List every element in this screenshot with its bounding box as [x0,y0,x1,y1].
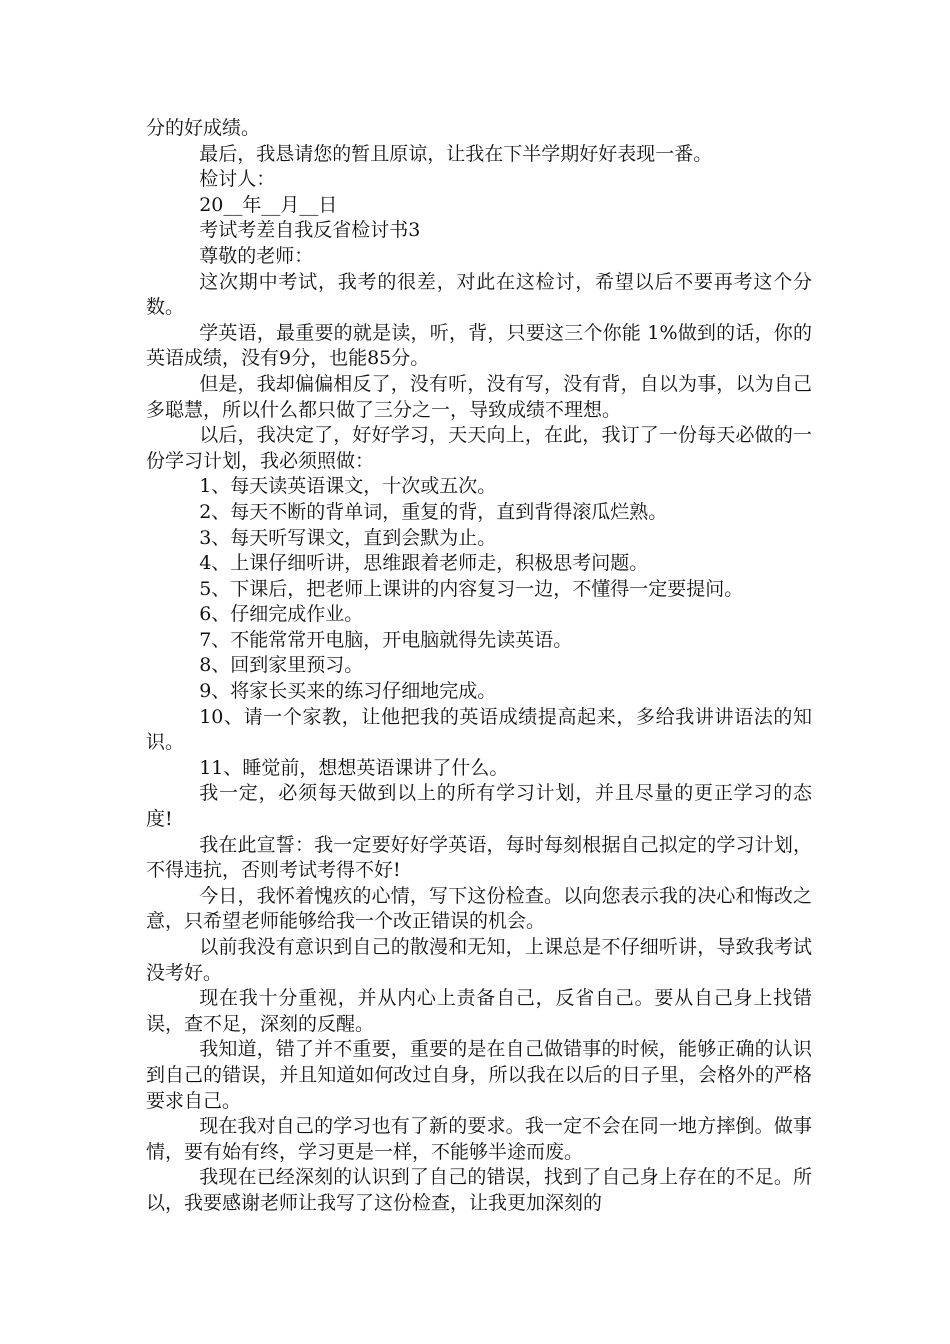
paragraph: 最后，我恳请您的暂且原谅，让我在下半学期好好表现一番。 [199,142,713,165]
paragraph: 以前我没有意识到自己的散漫和无知，上课总是不仔细听讲，导致我考试没考好。 [146,936,812,984]
list-item: 10、请一个家教，让他把我的英语成绩提高起来，多给我讲讲语法的知识。 [146,705,812,754]
list-item: 6、仔细完成作业。 [199,603,364,626]
list-item: 8、回到家里预习。 [199,654,364,677]
list-item: 9、将家长买来的练习仔细地完成。 [199,680,497,703]
paragraph: 这次期中考试，我考的很差，对此在这检讨，希望以后不要再考这个分数。 [146,270,812,319]
salutation: 尊敬的老师： [199,244,314,267]
paragraph: 分的好成绩。 [146,117,261,139]
list-item: 4、上课仔细听讲，思维跟着老师走，积极思考问题。 [199,552,649,575]
paragraph: 我知道，错了并不重要，重要的是在自己做错事的时候，能够正确的认识到自己的错误，并且知道如何改过自身，所以我在以后的日子里，会格外的严格要求自己。 [146,1038,812,1112]
paragraph: 但是，我却偏偏相反了，没有听，没有写，没有背，自以为事，以为自己多聪慧，所以什么都只做了三分之一，导致成绩不理想。 [146,372,812,421]
paragraph: 我在此宣誓：我一定要好好学英语，每时每刻根据自己拟定的学习计划，不得违抗，否则考试考得不好! [146,833,812,882]
list-item: 3、每天听写课文，直到会默为止。 [199,526,497,549]
list-item: 5、下课后，把老师上课讲的内容复习一边，不懂得一定要提问。 [199,577,744,600]
paragraph: 我一定，必须每天做到以上的所有学习计划，并且尽量的更正学习的态度! [146,782,812,831]
signature-label: 检讨人： [199,168,276,191]
paragraph: 我现在已经深刻的认识到了自己的错误，找到了自己身上存在的不足。所以，我要感谢老师让我写了这份检查，让我更加深刻的 [146,1166,812,1214]
paragraph: 以后，我决定了，好好学习，天天向上，在此，我订了一份每天必做的一份学习计划，我必须照做： [146,424,812,472]
date-line: 20__年__月__日 [199,193,338,216]
list-item: 11、睡觉前，想想英语课讲了什么。 [199,756,509,779]
paragraph: 现在我十分重视，并从内心上责备自己，反省自己。要从自己身上找错误，查不足，深刻的反醒。 [146,987,812,1035]
paragraph: 学英语，最重要的就是读，听，背，只要这三个你能 1%做到的话，你的英语成绩，没有9分，也能85分。 [146,321,812,370]
document-body [146,116,812,1217]
paragraph: 现在我对自己的学习也有了新的要求。我一定不会在同一地方摔倒。做事情，要有始有终，学习更是一样，不能够半途而废。 [146,1115,812,1163]
list-item: 1、每天读英语课文，十次或五次。 [199,475,497,498]
section-title: 考试考差自我反省检讨书3 [199,219,421,242]
paragraph: 今日，我怀着愧疚的心情，写下这份检查。以向您表示我的决心和悔改之意，只希望老师能够给我一个改正错误的机会。 [146,884,812,933]
list-item: 7、不能常常开电脑，开电脑就得先读英语。 [199,628,573,651]
list-item: 2、每天不断的背单词，重复的背，直到背得滚瓜烂熟。 [199,500,668,523]
